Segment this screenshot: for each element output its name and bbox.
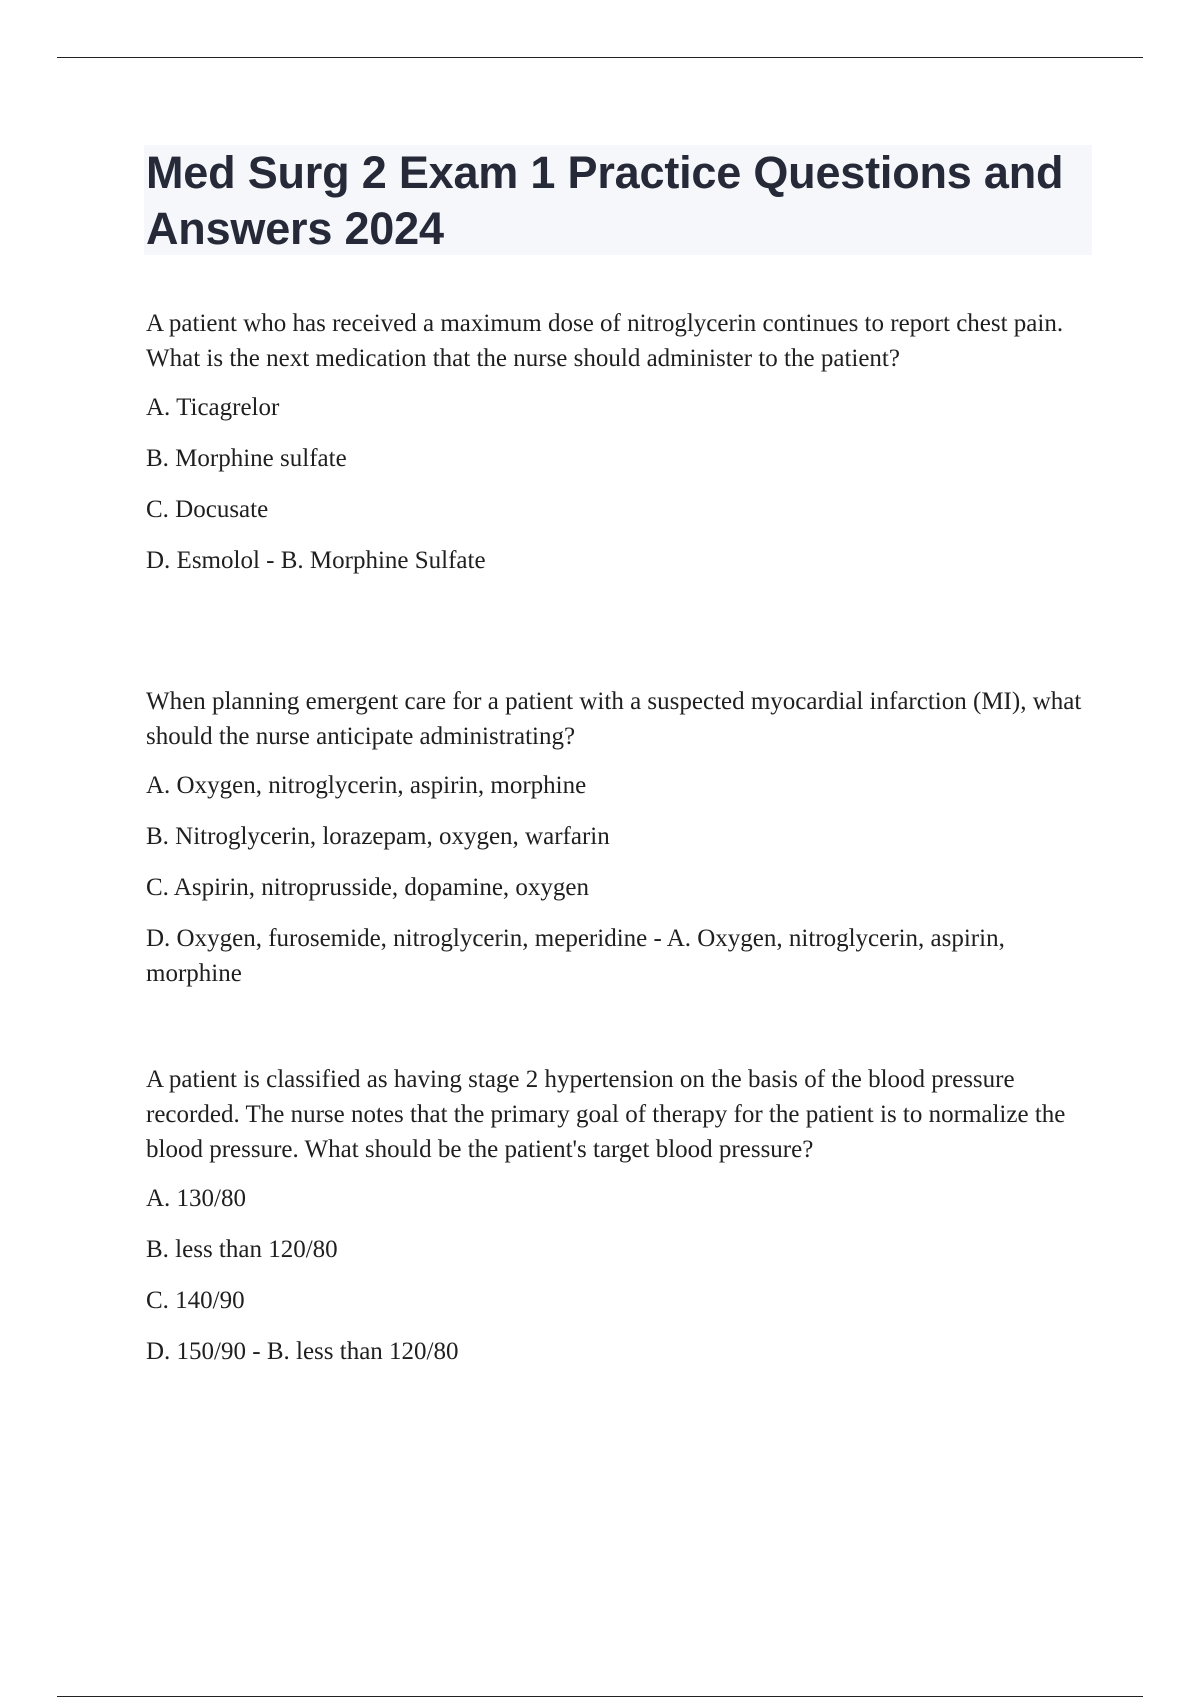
- question-text: A patient is classified as having stage 2 hypertension on the basis of the blood pressure recorded. The nurse notes that the primary goal of therapy for the patient is to normalize the blood pressure. What should be the patient's target blood pressure?: [146, 1066, 1066, 1163]
- question-text: When planning emergent care for a patient with a suspected myocardial infarction (MI), what should the nurse anticipate administrating?: [146, 688, 1082, 750]
- question-block-3: [146, 1062, 1086, 1369]
- answer-option: B. less than 120/80: [146, 1236, 338, 1263]
- answer-option: A. 130/80: [146, 1185, 246, 1212]
- answer-option-with-key: D. 150/90 - B. less than 120/80: [146, 1338, 459, 1365]
- answer-option: B. Nitroglycerin, lorazepam, oxygen, warfarin: [146, 823, 610, 850]
- answer-option-with-key: D. Esmolol - B. Morphine Sulfate: [146, 547, 486, 574]
- top-divider: [57, 57, 1143, 58]
- page-title: Med Surg 2 Exam 1 Practice Questions and Answers 2024: [146, 147, 1064, 254]
- question-block-1: [146, 306, 1086, 578]
- answer-option: B. Morphine sulfate: [146, 445, 347, 472]
- question-block-2: [146, 684, 1086, 991]
- question-text: A patient who has received a maximum dose of nitroglycerin continues to report chest pain. What is the next medication that the nurse should administer to the patient?: [146, 310, 1064, 372]
- answer-option: A. Ticagrelor: [146, 394, 280, 421]
- title-banner: [144, 145, 1092, 255]
- answer-option: A. Oxygen, nitroglycerin, aspirin, morphine: [146, 772, 587, 799]
- bottom-divider: [57, 1696, 1143, 1697]
- answer-option: C. 140/90: [146, 1287, 245, 1314]
- answer-option: C. Aspirin, nitroprusside, dopamine, oxygen: [146, 874, 590, 901]
- answer-option-with-key: D. Oxygen, furosemide, nitroglycerin, meperidine - A. Oxygen, nitroglycerin, aspirin, morphine: [146, 925, 1005, 987]
- answer-option: C. Docusate: [146, 496, 269, 523]
